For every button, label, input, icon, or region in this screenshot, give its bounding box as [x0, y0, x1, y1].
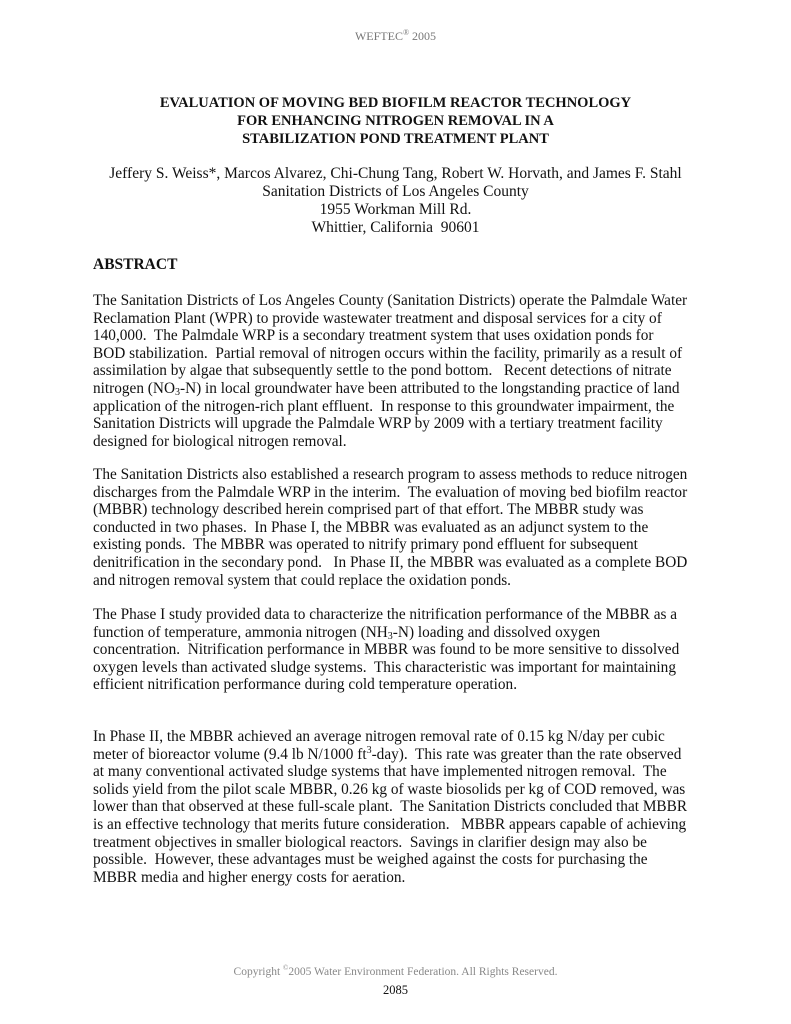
- text-fragment: -day). This rate was greater than the rate observed: [371, 745, 682, 763]
- text-line: In Phase II, the MBBR achieved an average nitrogen removal rate of 0.15 kg N/day per cubic: [93, 728, 665, 745]
- text-fragment: function of temperature, ammonia nitrogen (NH: [93, 623, 388, 641]
- conference-year: 2005: [412, 29, 437, 43]
- author-names: Jeffery S. Weiss*, Marcos Alvarez, Chi-Chung Tang, Robert W. Horvath, and James F. Stahl: [109, 165, 682, 182]
- affiliation: Sanitation Districts of Los Angeles County: [262, 183, 529, 200]
- text-line: [93, 746, 713, 764]
- text-line: [93, 624, 713, 642]
- text-line: The Phase I study provided data to characterize the nitrification performance of the MBBR as a: [93, 606, 678, 623]
- text-line: is an effective technology that merits future consideration. MBBR appears capable of achieving: [93, 815, 687, 833]
- text-line: (MBBR) technology described herein comprised part of that effort. The MBBR study was: [93, 501, 644, 519]
- text-line: solids yield from the pilot scale MBBR, 0.26 kg of waste biosolids per kg of COD removed, was: [93, 780, 686, 798]
- text-fragment: -N) in local groundwater have been attributed to the longstanding practice of land: [180, 379, 680, 397]
- text-line: designed for biological nitrogen removal.: [93, 432, 347, 450]
- copyright-text: Copyright: [233, 965, 284, 978]
- paper-title: [0, 94, 791, 148]
- title-line: STABILIZATION POND TREATMENT PLANT: [242, 131, 549, 147]
- text-line: oxygen levels than activated sludge systems. This characteristic was important for maintaining: [93, 658, 676, 676]
- text-line: possible. However, these advantages must be weighed against the costs for purchasing the: [93, 851, 648, 869]
- text-line: efficient nitrification performance during cold temperature operation.: [93, 676, 518, 694]
- copyright-mark: ©: [283, 964, 289, 972]
- text-line: Reclamation Plant (WPR) to provide wastewater treatment and disposal services for a city of: [93, 309, 662, 327]
- abstract-paragraph-1: [93, 292, 713, 450]
- text-line: lower than that observed at these full-scale plant. The Sanitation Districts concluded that MBBR: [93, 798, 688, 816]
- text-line: assimilation by algae that subsequently settle to the pond bottom. Recent detections of nitrate: [93, 362, 672, 380]
- registered-mark: ®: [402, 28, 410, 37]
- city: Whittier, California 90601: [311, 219, 480, 236]
- text-line: at many conventional activated sludge systems that have implemented nitrogen removal. The: [93, 763, 667, 781]
- text-line: application of the nitrogen-rich plant effluent. In response to this groundwater impairment, the: [93, 397, 675, 415]
- text-line: treatment objectives in smaller biological reactors. Savings in clarifier design may also be: [93, 833, 647, 851]
- text-line: MBBR media and higher energy costs for aeration.: [93, 868, 406, 886]
- abstract-heading: ABSTRACT: [93, 256, 178, 273]
- text-fragment: -N) loading and dissolved oxygen: [392, 623, 601, 641]
- author-block: [0, 165, 791, 237]
- text-line: conducted in two phases. In Phase I, the MBBR was evaluated as an adjunct system to the: [93, 518, 649, 536]
- subscript: 3: [175, 386, 180, 398]
- superscript: 3: [366, 744, 372, 756]
- text-line: and nitrogen removal system that could replace the oxidation ponds.: [93, 571, 512, 589]
- text-line: existing ponds. The MBBR was operated to nitrify primary pond effluent for subsequent: [93, 536, 638, 554]
- text-line: 140,000. The Palmdale WRP is a secondary treatment system that uses oxidation ponds for: [93, 327, 654, 345]
- text-line: BOD stabilization. Partial removal of nitrogen occurs within the facility, primarily as a result of: [93, 344, 683, 362]
- abstract-paragraph-4: [93, 728, 713, 886]
- page-number: 2085: [383, 983, 408, 997]
- text-fragment: meter of bioreactor volume (9.4 lb N/1000 ft: [93, 745, 367, 763]
- text-line: The Sanitation Districts also established a research program to assess methods to reduce nitrogen: [93, 466, 688, 483]
- title-line: EVALUATION OF MOVING BED BIOFILM REACTOR TECHNOLOGY: [159, 95, 632, 111]
- text-line: denitrification in the secondary pond. In Phase II, the MBBR was evaluated as a complete BOD: [93, 553, 688, 571]
- text-line: discharges from the Palmdale WRP in the interim. The evaluation of moving bed biofilm reactor: [93, 483, 688, 501]
- text-line: concentration. Nitrification performance in MBBR was found to be more sensitive to dissolved: [93, 641, 680, 659]
- text-fragment: nitrogen (NO: [93, 379, 175, 397]
- address: 1955 Workman Mill Rd.: [319, 201, 472, 218]
- subscript: 3: [387, 630, 393, 642]
- conference-name: WEFTEC: [354, 29, 403, 43]
- copyright-notice: [0, 964, 791, 978]
- text-line: [93, 380, 713, 398]
- text-line: Sanitation Districts will upgrade the Palmdale WRP by 2009 with a tertiary treatment facility: [93, 415, 663, 433]
- abstract-paragraph-3: [93, 606, 713, 694]
- title-line: FOR ENHANCING NITROGEN REMOVAL IN A: [237, 113, 554, 129]
- copyright-text: 2005 Water Environment Federation. All Rights Reserved.: [288, 965, 558, 978]
- abstract-paragraph-2: [93, 466, 713, 589]
- running-header: [0, 28, 791, 44]
- text-line: The Sanitation Districts of Los Angeles County (Sanitation Districts) operate the Palmdale Water: [93, 292, 688, 309]
